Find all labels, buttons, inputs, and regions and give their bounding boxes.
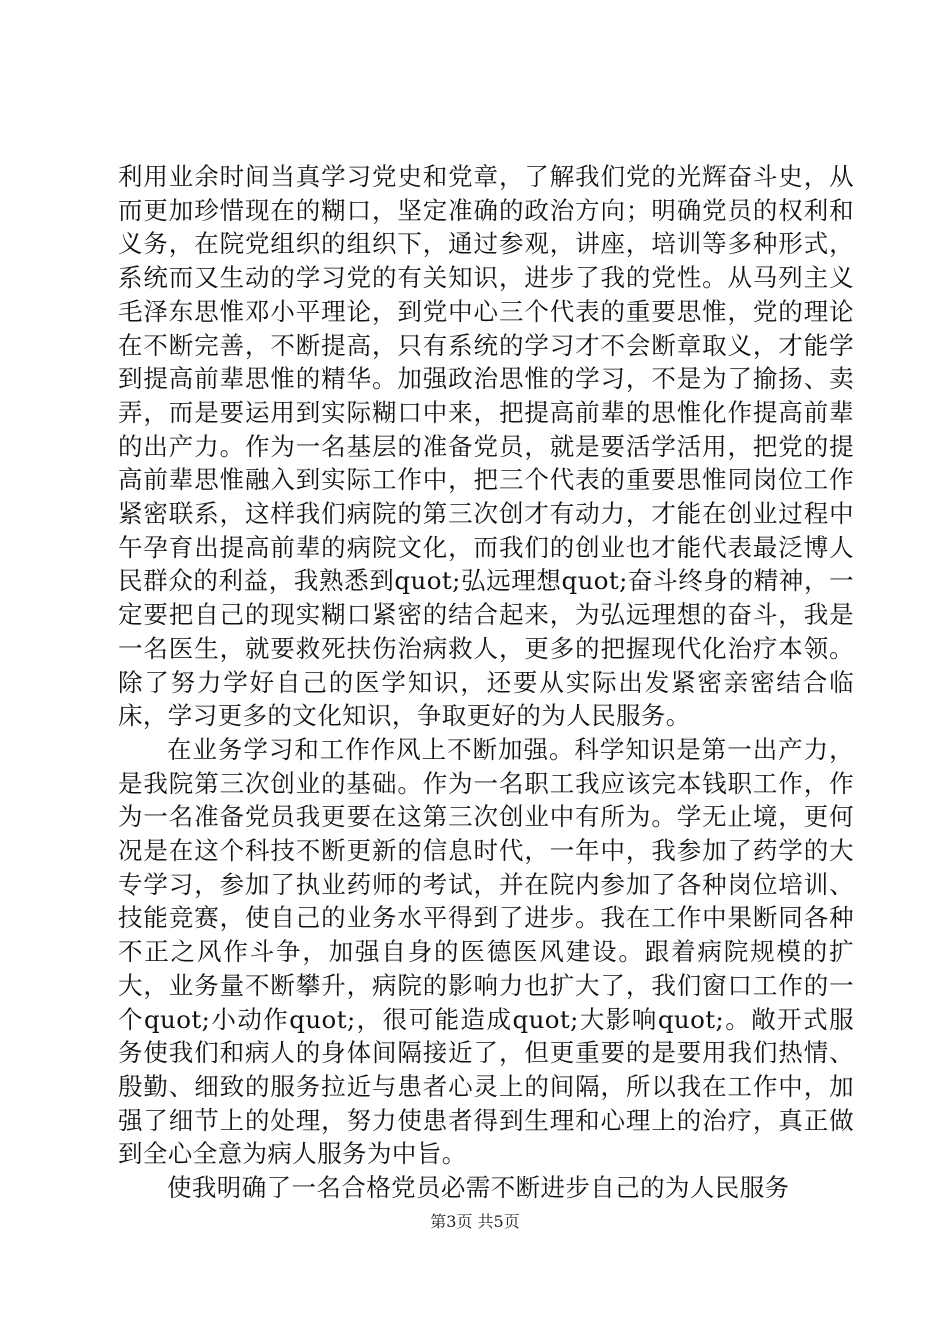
- paragraph-1: 利用业余时间当真学习党史和党章，了解我们党的光辉奋斗史，从而更加珍惜现在的糊口，坚定准确的政治方向；明确党员的权利和义务，在院党组织的组织下，通过参观，讲座，培训等多种形式，系统而又生动的学习党的有关知识，进步了我的党性。从马列主义毛泽东思惟邓小平理论，到党中心三个代表的重要思惟，党的理论在不断完善，不断提高，只有系统的学习才不会断章取义，才能学到提高前辈思惟的精华。加强政治思惟的学习，不是为了揄扬、卖弄，而是要运用到实际糊口中来，把提高前辈的思惟化作提高前辈的出产力。作为一名基层的准备党员，就是要活学活用，把党的提高前辈思惟融入到实际工作中，把三个代表的重要思惟同岗位工作紧密联系，这样我们病院的第三次创才有动力，才能在创业过程中午孕育出提高前辈的病院文化，而我们的创业也才能代表最泛博人民群众的利益，我熟悉到quot;弘远理想quot;奋斗终身的精神，一定要把自己的现实糊口紧密的结合起来，为弘远理想的奋斗，我是一名医生，就要救死扶伤治病救人，更多的把握现代化治疗本领。除了努力学好自己的医学知识，还要从实际出发紧密亲密结合临床，学习更多的文化知识，争取更好的为人民服务。: [118, 162, 854, 731]
- page-number-footer: 第3页 共5页: [430, 1212, 520, 1231]
- paragraph-2: 在业务学习和工作作风上不断加强。科学知识是第一出产力，是我院第三次创业的基础。作为一名职工我应该完本钱职工作，作为一名准备党员我更要在这第三次创业中有所为。学无止境，更何况是在这个科技不断更新的信息时代，一年中，我参加了药学的大专学习，参加了执业药师的考试，并在院内参加了各种岗位培训、技能竞赛，使自己的业务水平得到了进步。我在工作中果断同各种不正之风作斗争，加强自身的医德医风建设。跟着病院规模的扩大，业务量不断攀升，病院的影响力也扩大了，我们窗口工作的一个quot;小动作quot;，很可能造成quot;大影响quot;。敞开式服务使我们和病人的身体间隔接近了，但更重要的是要用我们热情、殷勤、细致的服务拉近与患者心灵上的间隔，所以我在工作中，加强了细节上的处理，努力使患者得到生理和心理上的治疗，真正做到全心全意为病人服务为中旨。: [118, 734, 854, 1169]
- paragraph-3: 使我明确了一名合格党员必需不断进步自己的为人民服务: [167, 1173, 790, 1203]
- document-body: [118, 160, 854, 1205]
